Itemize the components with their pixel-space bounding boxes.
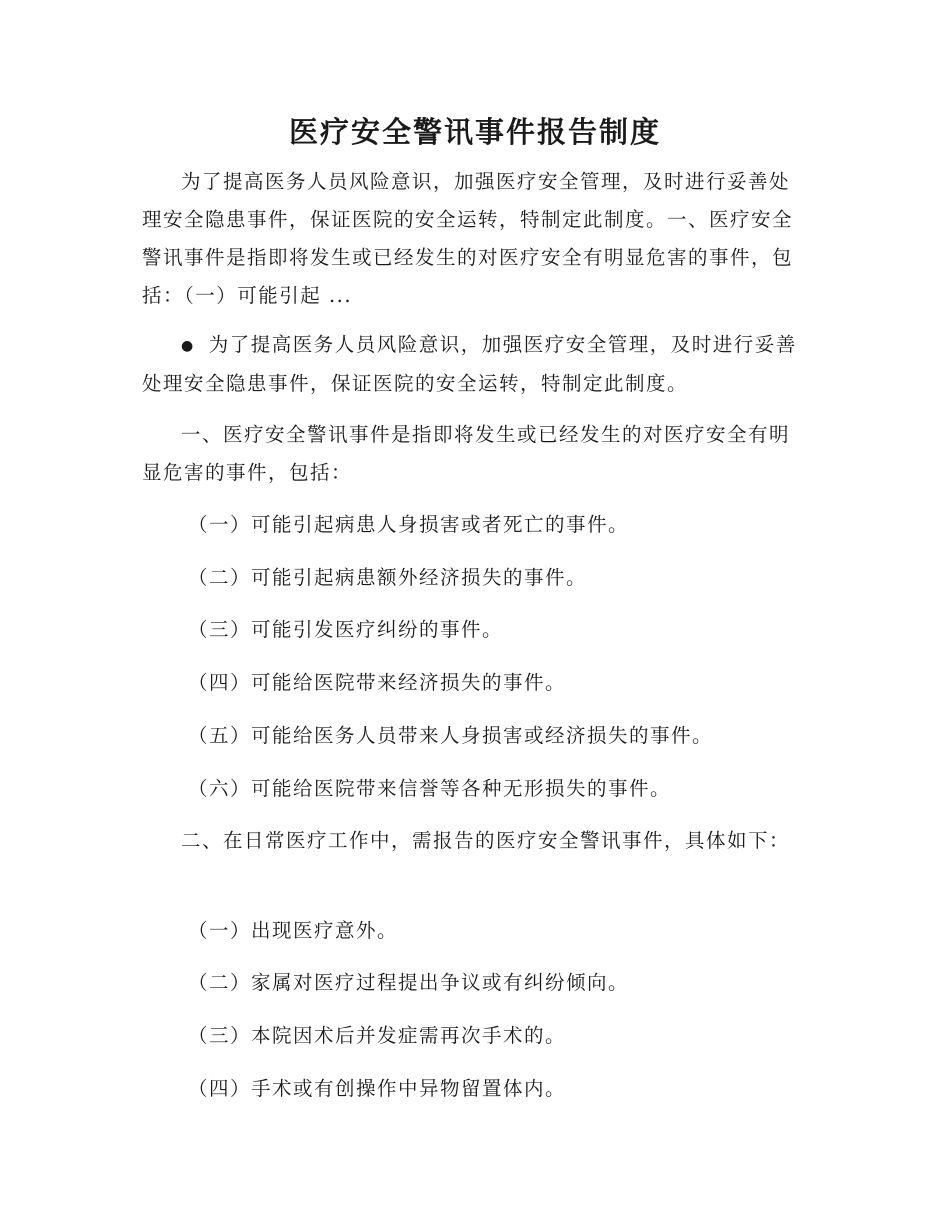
section-1-item: （二）可能引起病患额外经济损失的事件。 [188, 566, 588, 589]
section-1-item: （五）可能给医务人员带来人身损害或经济损失的事件。 [188, 724, 714, 747]
section-2-heading: 二、在日常医疗工作中，需报告的医疗安全警讯事件，具体如下： [181, 829, 791, 852]
section-1-item: （三）可能引发医疗纠纷的事件。 [188, 618, 504, 641]
section-1-item: （四）可能给医院带来经济损失的事件。 [188, 671, 567, 694]
section-2-item: （二）家属对医疗过程提出争议或有纠纷倾向。 [188, 971, 630, 994]
document-title: 医疗安全警讯事件报告制度 [288, 115, 661, 149]
summary-paragraph: 为了提高医务人员风险意识，加强医疗安全管理，及时进行妥善处理安全隐患事件，保证医院的安全运转，特制定此制度。一、医疗安全警讯事件是指即将发生或已经发生的对医疗安全有明显危害的事件，包括：（一）可能引起 ... [142, 170, 794, 307]
section-2-item: （三）本院因术后并发症需再次手术的。 [188, 1024, 567, 1047]
section-1-item: （一）可能引起病患人身损害或者死亡的事件。 [188, 513, 630, 536]
bullet-text: 为了提高医务人员风险意识，加强医疗安全管理，及时进行妥善处理安全隐患事件，保证医院的安全运转，特制定此制度。 [142, 333, 797, 395]
section-2-item: （四）手术或有创操作中异物留置体内。 [188, 1077, 567, 1100]
bullet-dot-icon: ● [181, 337, 195, 354]
section-2-item: （一）出现医疗意外。 [188, 919, 399, 942]
section-1-item: （六）可能给医院带来信誉等各种无形损失的事件。 [188, 777, 672, 800]
bullet-paragraph [142, 326, 802, 403]
section-1-heading: 一、医疗安全警讯事件是指即将发生或已经发生的对医疗安全有明显危害的事件，包括： [142, 423, 791, 484]
